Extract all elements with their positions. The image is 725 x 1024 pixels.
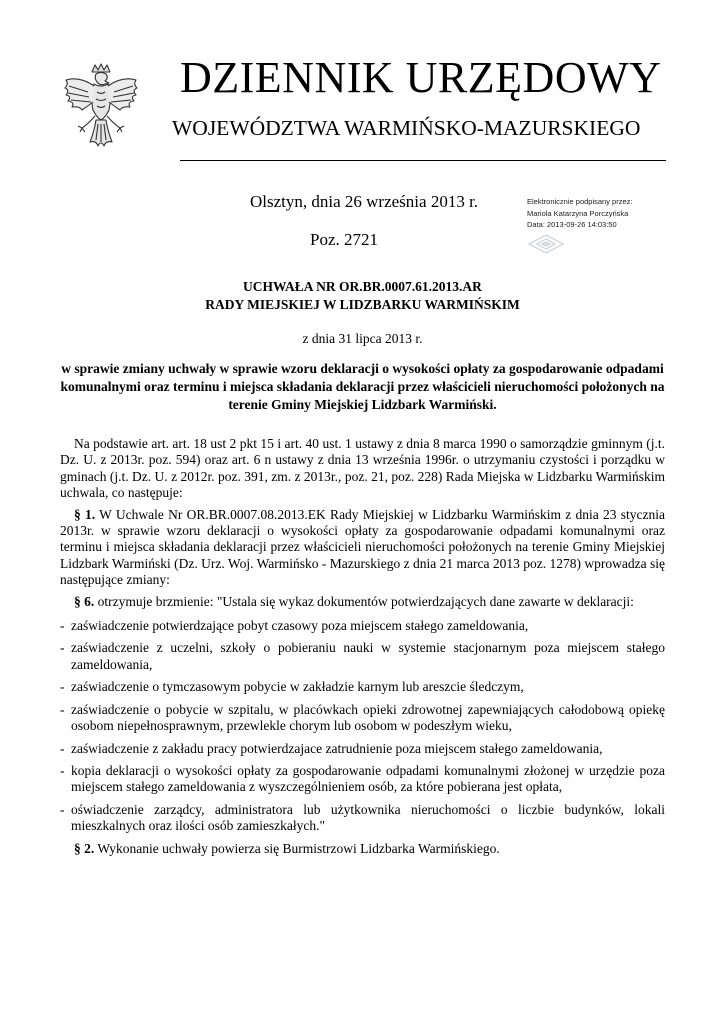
- section-6-paragraph: [60, 594, 665, 610]
- masthead-divider: [180, 160, 666, 161]
- list-item-text: zaświadczenie o tymczasowym pobycie w zakładzie karnym lub areszcie śledczym,: [71, 679, 524, 695]
- document-list: [60, 618, 665, 834]
- list-dash: -: [60, 701, 65, 717]
- list-item: [60, 702, 665, 735]
- section-2-label: § 2.: [74, 840, 95, 856]
- act-date: z dnia 31 lipca 2013 r.: [302, 331, 423, 346]
- list-item: [60, 741, 665, 757]
- electronic-signature: [527, 196, 697, 231]
- place-date: Olsztyn, dnia 26 września 2013 r.: [250, 192, 479, 211]
- masthead-subtitle: WOJEWÓDZTWA WARMIŃSKO-MAZURSKIEGO: [172, 116, 641, 140]
- section-1-paragraph: [60, 507, 665, 589]
- list-item: [60, 618, 665, 634]
- act-title: [0, 278, 725, 314]
- section-6-label: § 6.: [74, 593, 95, 609]
- signature-signer: Mariola Katarzyna Porczyńska: [527, 208, 629, 218]
- signature-label: Elektronicznie podpisany przez:: [527, 197, 633, 206]
- section-1-label: § 1.: [74, 506, 96, 522]
- list-item: [60, 802, 665, 835]
- signature-mark-icon: [527, 234, 565, 254]
- list-dash: -: [60, 801, 65, 817]
- list-item-text: zaświadczenie potwierdzające pobyt czasowy poza miejscem stałego zameldowania,: [71, 618, 529, 634]
- list-item: [60, 763, 665, 796]
- list-item-text: zaświadczenie z uczelni, szkoły o pobieraniu nauki w systemie stacjonarnym poza miejscem stałego zameldowania,: [71, 640, 665, 672]
- list-dash: -: [60, 762, 65, 778]
- list-item-text: oświadczenie zarządcy, administratora lub użytkownika nieruchomości o liczbie budynków, lokali mieszkalnych oraz ilości osób zamieszkałych.": [71, 801, 665, 834]
- list-item-text: kopia deklaracji o wysokości opłaty za gospodarowanie odpadami komunalnymi złożonej w urzędzie poza miejscem stałego zameldowania z wyszczególnieniem osób, za które pobierana jest opłata,: [71, 762, 665, 795]
- list-item: [60, 679, 665, 695]
- list-dash: -: [60, 679, 65, 695]
- act-subject: w sprawie zmiany uchwały w sprawie wzoru deklaracji o wysokości opłaty za gospodarowanie odpadami komunalnymi oraz terminu i miejsca składania deklaracji przez właścicieli nieruchomości położonych na terenie Gminy Miejskiej Lidzbark Warmiński.: [60, 361, 665, 412]
- masthead-title: DZIENNIK URZĘDOWY: [180, 53, 662, 102]
- section-2-text: Wykonanie uchwały powierza się Burmistrzowi Lidzbarka Warmińskiego.: [94, 840, 500, 856]
- polish-eagle-icon: [60, 62, 142, 162]
- list-dash: -: [60, 640, 65, 656]
- list-item-text: zaświadczenie o pobycie w szpitalu, w placówkach opieki zdrowotnej zapewniających całodobową opiekę osobom niepełnosprawnym, przewlekle chorym lub osobom w podeszłym wieku,: [71, 701, 665, 734]
- document-body: [60, 436, 665, 857]
- list-dash: -: [60, 740, 65, 756]
- position-number: Poz. 2721: [310, 230, 378, 249]
- list-dash: -: [60, 618, 65, 634]
- section-2-paragraph: [60, 841, 665, 857]
- section-6-text: otrzymuje brzmienie: "Ustala się wykaz dokumentów potwierdzających dane zawarte w deklaracji:: [94, 593, 634, 609]
- signature-date: Data: 2013-09-26 14:03:50: [527, 220, 617, 229]
- act-title-line2: RADY MIEJSKIEJ W LIDZBARKU WARMIŃSKIM: [205, 297, 520, 312]
- act-title-line1: UCHWAŁA NR OR.BR.0007.61.2013.AR: [243, 279, 482, 294]
- list-item: [60, 640, 665, 673]
- section-1-text: W Uchwale Nr OR.BR.0007.08.2013.EK Rady Miejskiej w Lidzbarku Warmińskim z dnia 23 stycznia 2013r. w sprawie wzoru deklaracji o wysokości opłaty za gospodarowanie odpadami komunalnymi oraz terminu i miejsca składania deklaracji przez właścicieli nieruchomości położonych na terenie Gminy Miejskiej Lidzbark Warmiński (Dz. Urz. Woj. Warmińsko - Mazurskiego z dnia 21 marca 2013 poz. 1278) wprowadza się następujące zmiany:: [60, 506, 666, 588]
- preamble-paragraph: Na podstawie art. art. 18 ust 2 pkt 15 i art. 40 ust. 1 ustawy z dnia 8 marca 1990 o samorządzie gminnym (j.t. Dz. U. z 2013r. poz. 594) oraz art. 6 n ustawy z dnia 13 września 1996r. o utrzymaniu czystości i porządku w gminach (j.t. Dz. U. z 2012r. poz. 391, zm. z 2013r., poz. 21, poz. 228) Rada Miejska w Lidzbarku Warmińskim uchwala, co następuje:: [60, 436, 665, 501]
- list-item-text: zaświadczenie z zakładu pracy potwierdzajace zatrudnienie poza miejscem stałego zameldowania,: [71, 740, 603, 756]
